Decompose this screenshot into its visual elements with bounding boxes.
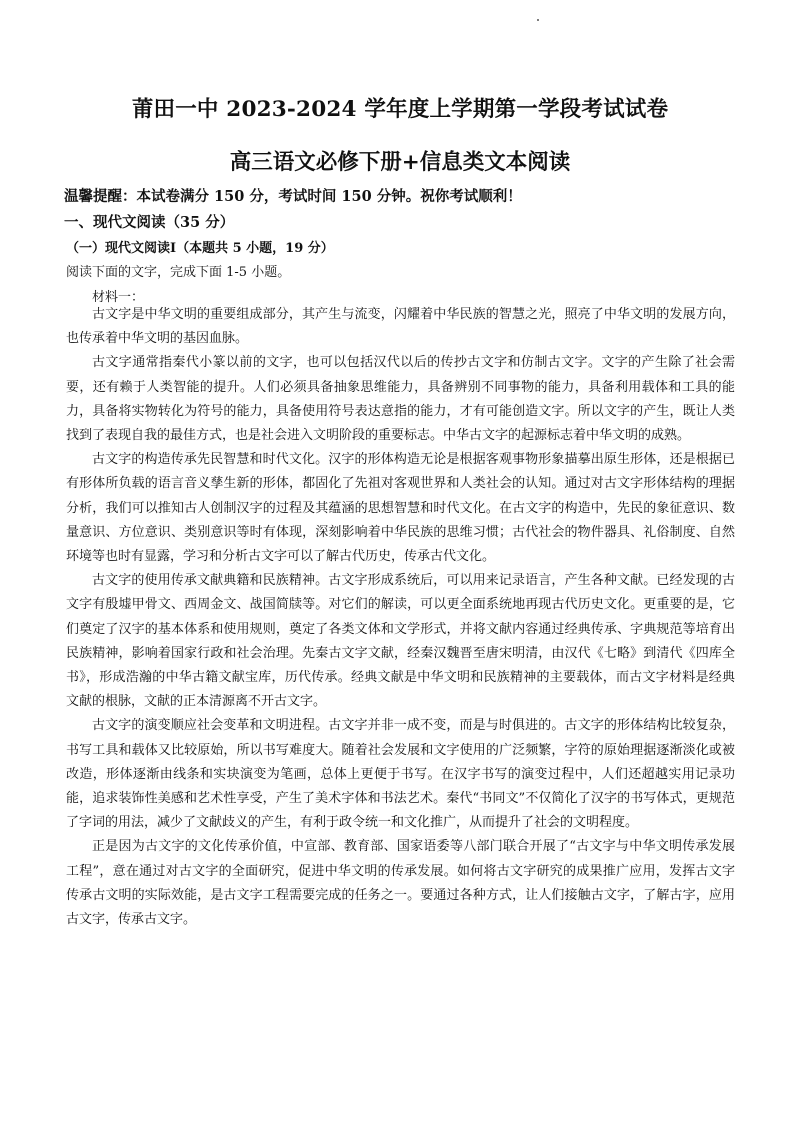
section-heading: 一、现代文阅读（35 分） [64, 214, 235, 231]
paragraph: 古文字的使用传承文献典籍和民族精神。古文字形成系统后，可以用来记录语言，产生各种文献。已经发现的古文字有殷墟甲骨文、西周金文、战国简牍等。对它们的解读，可以更全面系统地再现古代历史文化。更重要的是，它们奠定了汉字的基本体系和使用规则，奠定了各类文体和文学形式，并将文献内容通过经典传承、字典规范等培育出民族精神，影响着国家行政和社会治理。先秦古文字文献，经秦汉魏晋至唐宋明清，由汉代《七略》到清代《四库全书》，形成浩瀚的中华古籍文献宝库，历代传承。经典文献是中华文明和民族精神的主要载体，而古文字材料是经典文献的根脉，文献的正本清源离不开古文字。 [66, 573, 735, 710]
paragraph: 古文字通常指秦代小篆以前的文字，也可以包括汉代以后的传抄古文字和仿制古文字。文字的产生除了社会需要，还有赖于人类智能的提升。人们必须具备抽象思维能力，具备辨别不同事物的能力，具备利用载体和工具的能力，具备将实物转化为符号的能力，具备使用符号表达意指的能力，才有可能创造文字。所以文字的产生，既让人类找到了表现自我的最佳方式，也是社会进入文明阶段的重要标志。中华古文字的起源标志着中华文明的成熟。 [66, 355, 735, 444]
material-body [66, 303, 735, 932]
exam-notice: 温馨提醒：本试卷满分 150 分，考试时间 150 分钟。祝你考试顺利！ [64, 188, 522, 205]
scan-dot [537, 19, 539, 21]
exam-subtitle: 高三语文必修下册+信息类文本阅读 [229, 150, 571, 175]
exam-title: 莆田一中 2023-2024 学年度上学期第一学段考试试卷 [131, 97, 669, 122]
reading-instruction: 阅读下面的文字，完成下面 1-5 小题。 [66, 265, 291, 280]
paragraph: 正是因为古文字的文化传承价值，中宣部、教育部、国家语委等八部门联合开展了“古文字与中华文明传承发展工程”，意在通过对古文字的全面研究，促进中华文明的传承发展。如何将古文字研究的成果推广应用，发挥古文字传承古文明的实际效能，是古文字工程需要完成的任务之一。要通过各种方式，让人们接触古文字，了解古字，应用古文字，传承古文字。 [66, 839, 735, 928]
section-subheading: （一）现代文阅读Ⅰ（本题共 5 小题，19 分） [66, 241, 334, 256]
paragraph: 古文字是中华文明的重要组成部分，其产生与流变，闪耀着中华民族的智慧之光，照亮了中华文明的发展方向，也传承着中华文明的基因血脉。 [66, 307, 735, 347]
paragraph: 古文字的演变顺应社会变革和文明进程。古文字并非一成不变，而是与时俱进的。古文字的形体结构比较复杂，书写工具和载体又比较原始，所以书写难度大。随着社会发展和文字使用的广泛频繁，字符的原始理据逐渐淡化或被改造，形体逐渐由线条和实块演变为笔画，总体上更便于书写。在汉字书写的演变过程中，人们还超越实用记录功能，追求装饰性美感和艺术性享受，产生了美术字体和书法艺术。秦代“书同文”不仅简化了汉字的书写体式，更规范了字词的用法，减少了文献歧义的产生，有利于政令统一和文化推广，从而提升了社会的文明程度。 [66, 718, 735, 831]
paragraph: 古文字的构造传承先民智慧和时代文化。汉字的形体构造无论是根据客观事物形象描摹出原生形体，还是根据已有形体所负载的语言音义孳生新的形体，都固化了先祖对客观世界和人类社会的认知。通过对古文字形体结构的理据分析，我们可以推知古人创制汉字的过程及其蕴涵的思想智慧和时代文化。在古文字的构造中，先民的象征意识、数量意识、方位意识、类别意识等时有体现，深刻影响着中华民族的思维习惯；古代社会的物件器具、礼俗制度、自然环境等也时有显露，学习和分析古文字可以了解古代历史，传承古代文化。 [66, 452, 735, 565]
material-label: 材料一： [92, 290, 145, 305]
